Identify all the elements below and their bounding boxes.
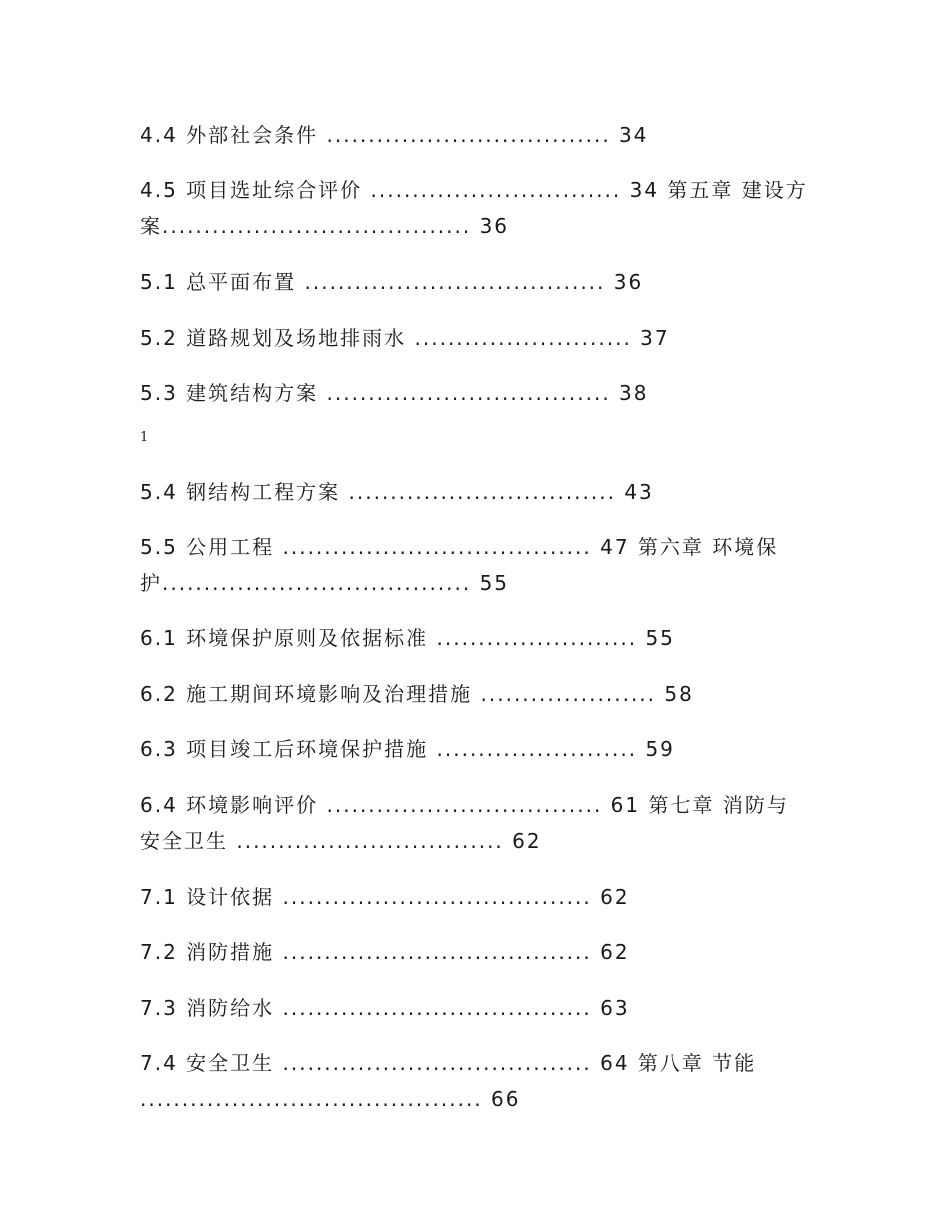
- toc-entry-5-3: 5.3 建筑结构方案 .................................. 38: [140, 381, 649, 405]
- toc-entry-7-4: 7.4 安全卫生 ..................................... 64 第八章 节能 ......................................... 66: [140, 1051, 757, 1111]
- toc-entry-5-1: 5.1 总平面布置 .................................... 36: [140, 270, 644, 294]
- toc-entry-6-1: 6.1 环境保护原则及依据标准 ........................ 55: [140, 626, 675, 650]
- toc-entry-5-2: 5.2 道路规划及场地排雨水 .......................... 37: [140, 326, 670, 350]
- page-number: 1: [140, 430, 149, 445]
- toc-entry-6-2: 6.2 施工期间环境影响及治理措施 ..................... 58: [140, 682, 694, 706]
- toc-entry-5-4: 5.4 钢结构工程方案 ................................ 43: [140, 480, 654, 504]
- toc-entry-4-5: 4.5 项目选址综合评价 .............................. 34 第五章 建设方案..................................... 36: [140, 178, 808, 238]
- toc-entry-6-4: 6.4 环境影响评价 ................................. 61 第七章 消防与安全卫生 ................................ 62: [140, 793, 789, 853]
- toc-entry-6-3: 6.3 项目竣工后环境保护措施 ........................ 59: [140, 737, 675, 761]
- toc-entry-7-2: 7.2 消防措施 ..................................... 62: [140, 940, 630, 964]
- toc-entry-5-5: 5.5 公用工程 ..................................... 47 第六章 环境保护..................................... 55: [140, 535, 779, 595]
- toc-entry-4-4: 4.4 外部社会条件 .................................. 34: [140, 123, 649, 147]
- toc-entry-7-1: 7.1 设计依据 ..................................... 62: [140, 885, 630, 909]
- toc-entry-7-3: 7.3 消防给水 ..................................... 63: [140, 996, 630, 1020]
